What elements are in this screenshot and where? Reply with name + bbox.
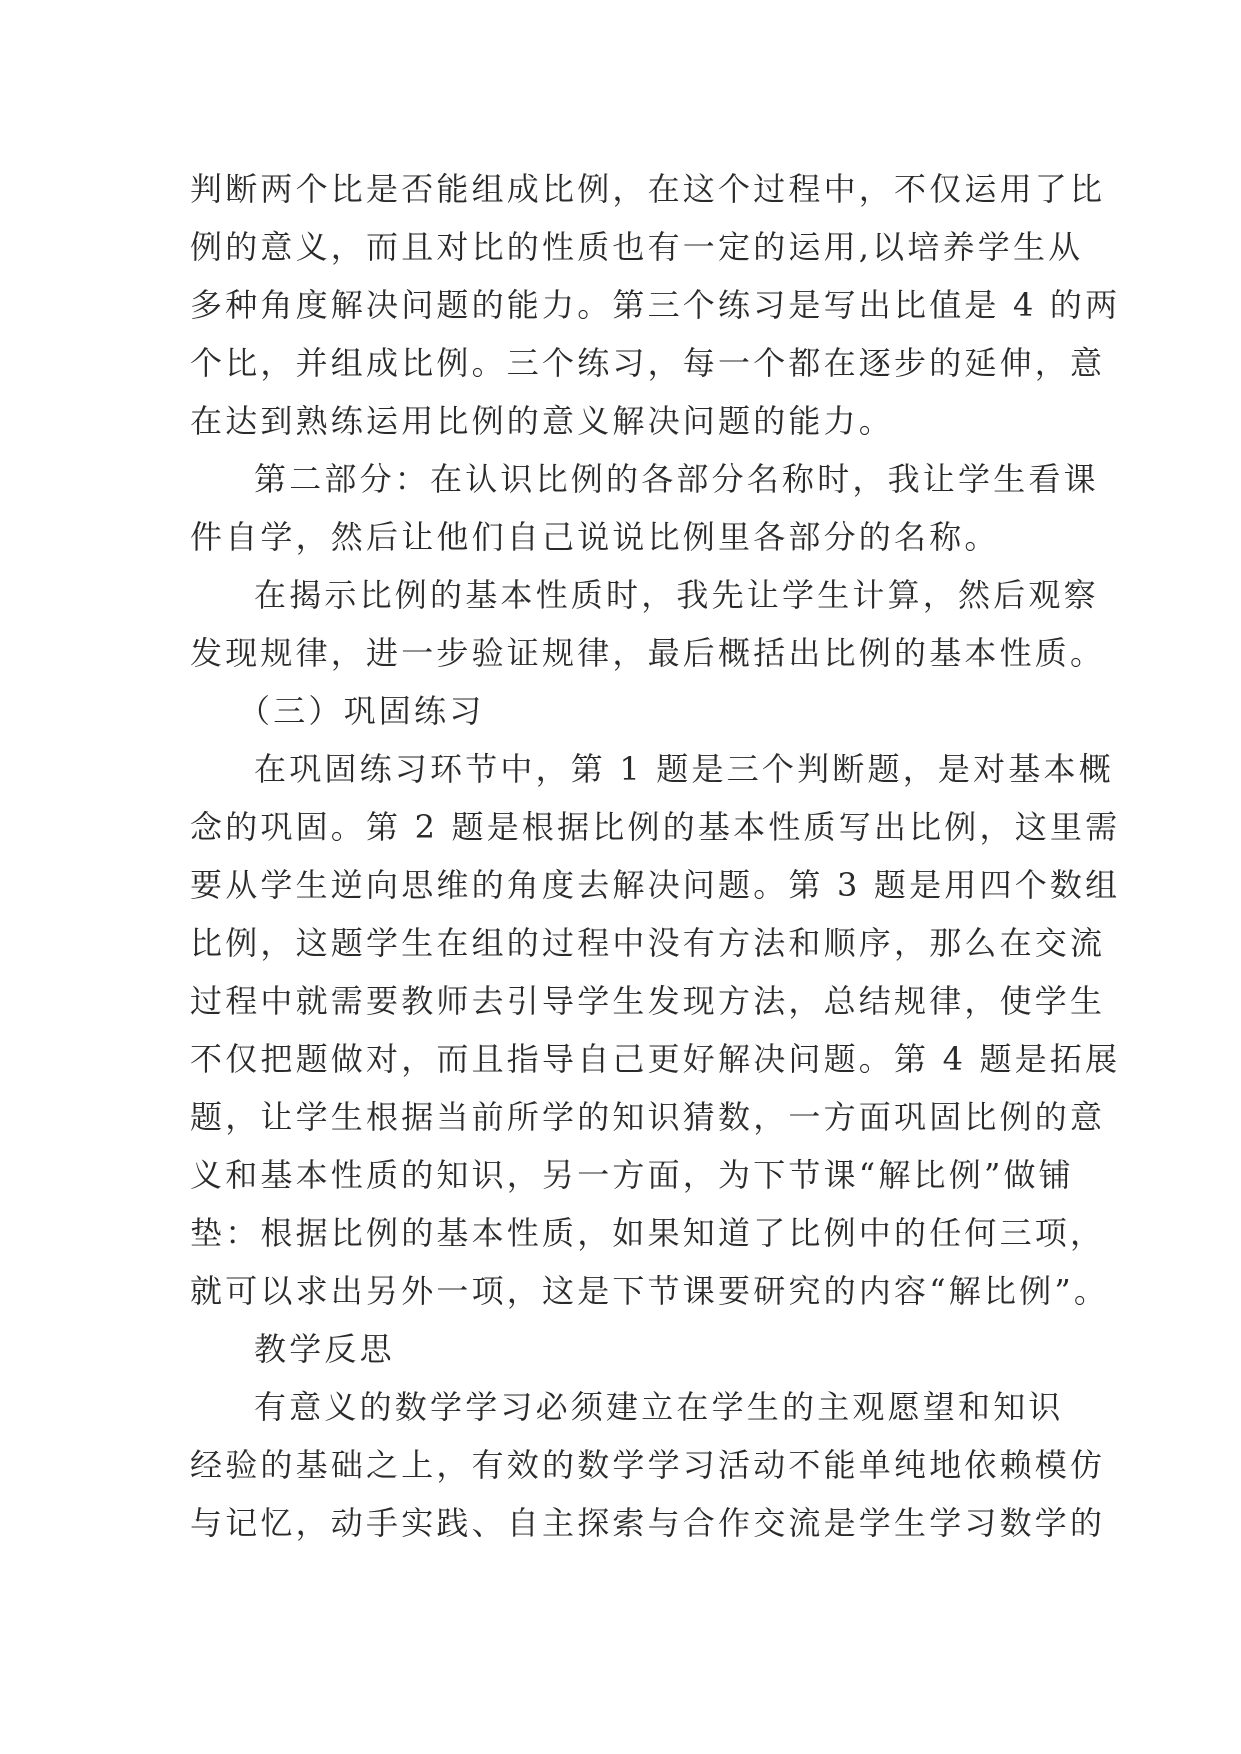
text-line: 垫：根据比例的基本性质，如果知道了比例中的任何三项， (190, 1214, 1106, 1252)
section-heading: 教学反思 (254, 1330, 395, 1368)
text-line: 经验的基础之上，有效的数学学习活动不能单纯地依赖模仿 (190, 1446, 1106, 1484)
text-line: 与记忆，动手实践、自主探索与合作交流是学生学习数学的 (190, 1504, 1106, 1542)
body-text (190, 160, 1121, 1552)
section-heading: （三）巩固练习 (238, 692, 485, 730)
text-line: 义和基本性质的知识，另一方面，为下节课“解比例”做铺 (190, 1156, 1074, 1194)
text-line: 例的意义，而且对比的性质也有一定的运用,以培养学生从 (190, 228, 1084, 266)
text-line: 不仅把题做对，而且指导自己更好解决问题。第 4 题是拓展 (190, 1040, 1121, 1078)
paragraph-start-line: 在巩固练习环节中，第 1 题是三个判断题，是对基本概 (254, 750, 1114, 788)
text-line: 发现规律，进一步验证规律，最后概括出比例的基本性质。 (190, 634, 1106, 672)
text-line: 就可以求出另外一项，这是下节课要研究的内容“解比例”。 (190, 1272, 1110, 1310)
text-line: 比例，这题学生在组的过程中没有方法和顺序，那么在交流 (190, 924, 1106, 962)
text-line: 在达到熟练运用比例的意义解决问题的能力。 (190, 402, 895, 440)
paragraph-start-line: 第二部分：在认识比例的各部分名称时，我让学生看课 (254, 460, 1099, 498)
text-line: 要从学生逆向思维的角度去解决问题。第 3 题是用四个数组 (190, 866, 1121, 904)
text-line: 题，让学生根据当前所学的知识猜数，一方面巩固比例的意 (190, 1098, 1106, 1136)
text-line: 个比，并组成比例。三个练习，每一个都在逐步的延伸，意 (190, 344, 1106, 382)
paragraph-start-line: 有意义的数学学习必须建立在学生的主观愿望和知识 (254, 1388, 1064, 1426)
text-line: 多种角度解决问题的能力。第三个练习是写出比值是 4 的两 (190, 286, 1121, 324)
text-line: 过程中就需要教师去引导学生发现方法，总结规律，使学生 (190, 982, 1106, 1020)
paragraph-start-line: 在揭示比例的基本性质时，我先让学生计算，然后观察 (254, 576, 1099, 614)
text-line: 判断两个比是否能组成比例，在这个过程中，不仅运用了比 (190, 170, 1106, 208)
text-line: 念的巩固。第 2 题是根据比例的基本性质写出比例，这里需 (190, 808, 1121, 846)
text-line: 件自学，然后让他们自己说说比例里各部分的名称。 (190, 518, 1000, 556)
